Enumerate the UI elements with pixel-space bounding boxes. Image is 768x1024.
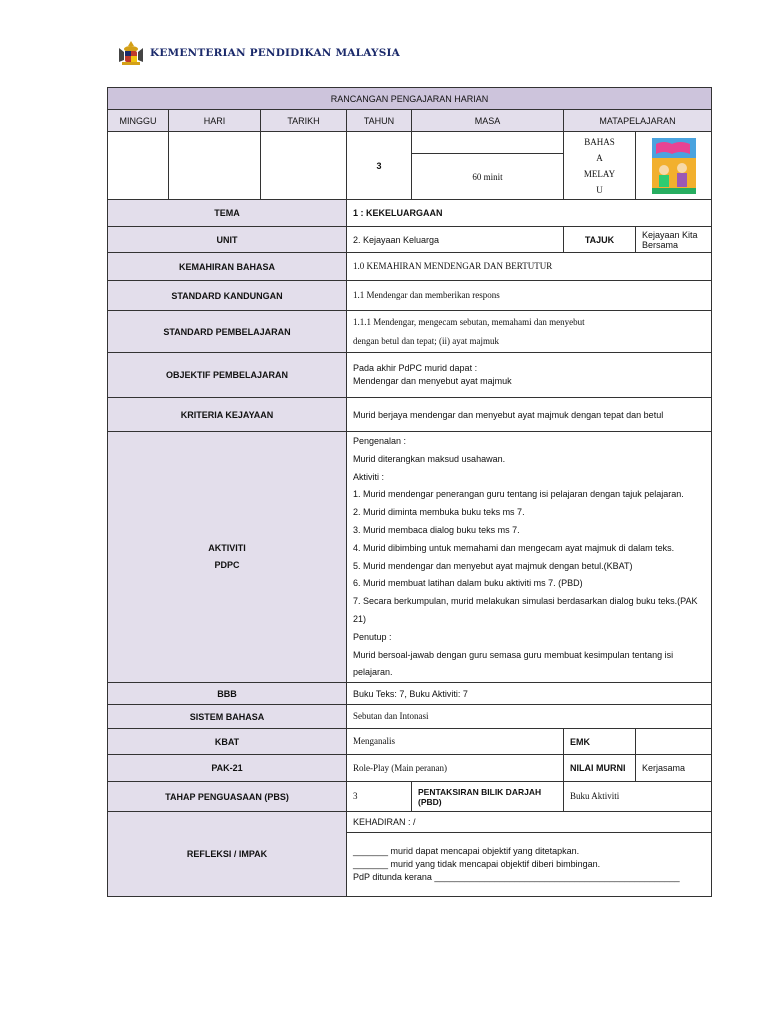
subject-name (564, 132, 636, 200)
aktiviti-line: 6. Murid membuat latihan dalam buku aktiviti ms 7. (PBD) (353, 578, 583, 589)
kriteria-label: KRITERIA KEJAYAAN (108, 398, 347, 432)
unit-value: 2. Kejayaan Keluarga (347, 227, 564, 253)
aktiviti-label-line: PDPC (214, 560, 240, 571)
pak21-value: Role-Play (Main peranan) (347, 755, 564, 782)
title-row (108, 88, 712, 110)
aktiviti-line: 4. Murid dibimbing untuk memahami dan mengecam ayat majmuk di dalam teks. (353, 542, 675, 553)
aktiviti-label (108, 432, 347, 683)
masa-value: 60 minit (412, 154, 564, 200)
tahap-value: 3 (347, 782, 412, 812)
subject-line: A (596, 152, 603, 163)
sp-row (108, 311, 712, 353)
col-tahun: TAHUN (347, 110, 412, 132)
col-matapelajaran: MATAPELAJARAN (564, 110, 712, 132)
kemahiran-value: 1.0 KEMAHIRAN MENDENGAR DAN BERTUTUR (347, 253, 712, 281)
tema-value: 1 : KEKELUARGAAN (347, 200, 712, 227)
col-minggu: MINGGU (108, 110, 169, 132)
aktiviti-row (108, 432, 712, 683)
col-tarikh: TARIKH (261, 110, 347, 132)
refleksi-row-1 (108, 812, 712, 833)
bbb-row (108, 683, 712, 705)
bbb-label: BBB (108, 683, 347, 705)
sp-line: 1.1.1 Mendengar, mengecam sebutan, memahami dan menyebut (353, 316, 585, 327)
kehadiran: KEHADIRAN : / (347, 812, 712, 833)
aktiviti-line: 1. Murid mendengar penerangan guru tentang isi pelajaran dengan tajuk pelajaran. (353, 489, 684, 500)
tajuk-label: TAJUK (564, 227, 636, 253)
objektif-value (347, 353, 712, 398)
hari-value (169, 132, 261, 200)
tema-row (108, 200, 712, 227)
sk-label: STANDARD KANDUNGAN (108, 281, 347, 311)
aktiviti-line: Murid bersoal-jawab dengan guru semasa guru membuat kesimpulan tentang isi pelajaran. (353, 649, 674, 678)
lesson-plan-table (107, 87, 712, 897)
tarikh-value (261, 132, 347, 200)
unit-row (108, 227, 712, 253)
textbook-cover-image (652, 138, 696, 194)
bbb-value: Buku Teks: 7, Buku Aktiviti: 7 (347, 683, 712, 705)
pbd-value: Buku Aktiviti (564, 782, 712, 812)
pak21-label: PAK-21 (108, 755, 347, 782)
refleksi-line: _______ murid dapat mencapai objektif yang ditetapkan. (353, 846, 580, 857)
sp-label: STANDARD PEMBELAJARAN (108, 311, 347, 353)
column-header-row (108, 110, 712, 132)
sp-line: dengan betul dan tepat; (ii) ayat majmuk (353, 335, 499, 346)
masa-blank (412, 132, 564, 154)
sk-value: 1.1 Mendengar dan memberikan respons (347, 281, 712, 311)
kbat-value: Menganalis (347, 729, 564, 755)
aktiviti-line: 2. Murid diminta membuka buku teks ms 7. (353, 507, 525, 518)
kriteria-value: Murid berjaya mendengar dan menyebut ayat majmuk dengan tepat dan betul (347, 398, 712, 432)
page-header (116, 38, 400, 68)
subject-line: BAHAS (584, 136, 615, 147)
ministry-title: KEMENTERIAN PENDIDIKAN MALAYSIA (150, 47, 400, 59)
table-title: RANCANGAN PENGAJARAN HARIAN (108, 88, 712, 110)
refleksi-notes (347, 833, 712, 897)
emk-value (636, 729, 712, 755)
subject-line: U (596, 184, 603, 195)
objektif-label: OBJEKTIF PEMBELAJARAN (108, 353, 347, 398)
kemahiran-row (108, 253, 712, 281)
refleksi-label: REFLEKSI / IMPAK (108, 812, 347, 897)
aktiviti-line: Pengenalan : (353, 436, 407, 446)
objektif-line: Mendengar dan menyebut ayat majmuk (353, 376, 512, 386)
tahap-row (108, 782, 712, 812)
col-masa: MASA (412, 110, 564, 132)
sp-value (347, 311, 712, 353)
kbat-label: KBAT (108, 729, 347, 755)
aktiviti-line: Penutup : (353, 631, 392, 642)
tema-label: TEMA (108, 200, 347, 227)
objektif-line: Pada akhir PdPC murid dapat : (353, 363, 478, 373)
minggu-value (108, 132, 169, 200)
nilai-label: NILAI MURNI (564, 755, 636, 782)
refleksi-line: _______ murid yang tidak mencapai objektif diberi bimbingan. (353, 859, 601, 870)
kemahiran-label: KEMAHIRAN BAHASA (108, 253, 347, 281)
textbook-cover-cell (636, 132, 712, 200)
pbd-label: PENTAKSIRAN BILIK DARJAH (PBD) (412, 782, 564, 812)
emk-label: EMK (564, 729, 636, 755)
aktiviti-line: 5. Murid mendengar dan menyebut ayat majmuk dengan betul.(KBAT) (353, 560, 633, 571)
tahun-value: 3 (347, 132, 412, 200)
sistem-label: SISTEM BAHASA (108, 705, 347, 729)
coat-of-arms-icon (116, 40, 146, 66)
aktiviti-line: 7. Secara berkumpulan, murid melakukan simulasi berdasarkan dialog buku teks.(PAK 21) (353, 596, 698, 624)
aktiviti-line: Aktiviti : (353, 471, 385, 482)
objektif-row (108, 353, 712, 398)
tajuk-value: Kejayaan Kita Bersama (636, 227, 712, 253)
tahap-label: TAHAP PENGUASAAN (PBS) (108, 782, 347, 812)
pak21-row (108, 755, 712, 782)
sk-row (108, 281, 712, 311)
sistem-row (108, 705, 712, 729)
subject-line: MELAY (583, 168, 616, 179)
aktiviti-steps (347, 432, 712, 683)
col-hari: HARI (169, 110, 261, 132)
aktiviti-line: 3. Murid membaca dialog buku teks ms 7. (353, 524, 520, 535)
aktiviti-label-line: AKTIVITI (208, 543, 246, 554)
aktiviti-line: Murid diterangkan maksud usahawan. (353, 453, 506, 464)
unit-label: UNIT (108, 227, 347, 253)
value-row (108, 132, 712, 154)
kriteria-row (108, 398, 712, 432)
nilai-value: Kerjasama (636, 755, 712, 782)
kbat-row (108, 729, 712, 755)
refleksi-line: PdP ditunda kerana _________________________________________________ (353, 872, 680, 883)
sistem-value: Sebutan dan Intonasi (347, 705, 712, 729)
